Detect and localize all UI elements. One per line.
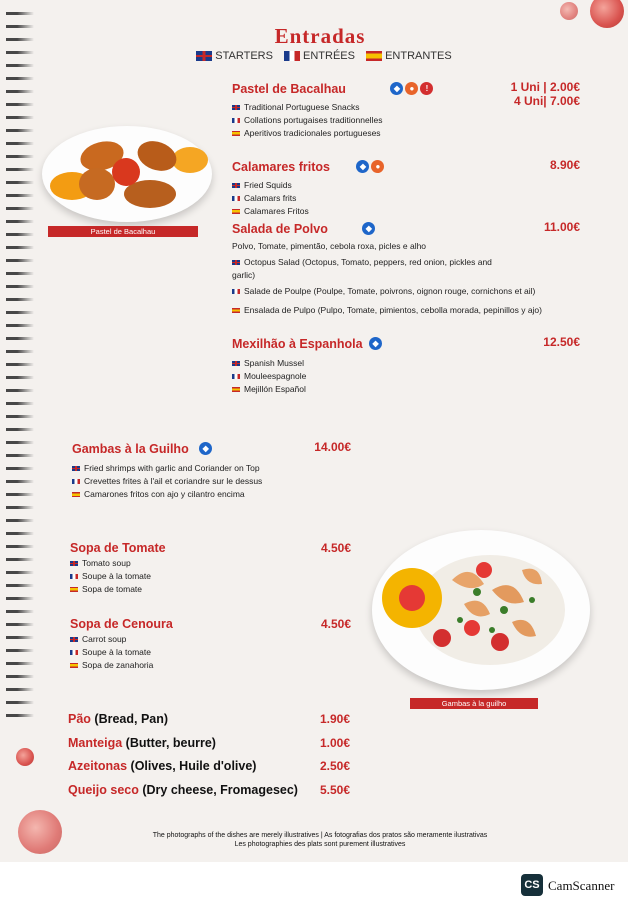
dish-name: Pastel de Bacalhau	[232, 82, 346, 97]
extra-translation: (Bread, Pan)	[94, 712, 169, 726]
extra-name: Queijo seco	[68, 782, 139, 797]
dish-price: 14.00€	[314, 440, 351, 454]
rose-decoration-top-small	[560, 2, 578, 20]
dish-name: Calamares fritos	[232, 160, 330, 175]
allergen-badges	[390, 80, 435, 98]
photo-disclaimer	[0, 831, 628, 849]
allergen-badges	[199, 440, 214, 458]
translation-fr: Mouleespagnole	[232, 370, 592, 383]
extra-name: Manteiga	[68, 735, 123, 750]
dish-description: Polvo, Tomate, pimentão, cebola roxa, picles e alho	[232, 241, 427, 252]
egg-allergen-icon: ●	[371, 160, 384, 173]
rose-decoration-bottom	[16, 748, 34, 766]
translation-fr: Collations portugaises traditionnelles	[232, 114, 592, 127]
crustacean-allergen-icon: ◆	[199, 442, 212, 455]
lang-label-en: STARTERS	[215, 50, 273, 62]
mollusc-allergen-icon: ◆	[362, 222, 375, 235]
gambas-caption: Gambas à la guilho	[410, 698, 538, 709]
dish-price: 12.50€	[543, 335, 580, 349]
translation-en: Tomato soup	[70, 557, 357, 570]
extra-price: 1.90€	[319, 712, 350, 726]
egg-allergen-icon: ●	[405, 82, 418, 95]
extra-translation: (Dry cheese, Fromagesec)	[142, 782, 298, 797]
translation-en: Fried Squids	[232, 179, 592, 192]
translation-es: Sopa de zanahoria	[70, 659, 357, 672]
translation-en: Fried shrimps with garlic and Coriander on Top	[72, 462, 357, 475]
dish-mexilhao-a-espanhola	[232, 335, 592, 396]
disclaimer-line-2: Les photographies des plats sont purement illustratives	[234, 841, 406, 848]
dish-name: Sopa de Tomate	[70, 541, 166, 555]
fish-allergen-icon: ◆	[390, 82, 403, 95]
extra-price: 1.00€	[319, 735, 350, 750]
fr-flag-icon	[284, 51, 300, 61]
dish-salada-de-polvo	[232, 220, 592, 317]
dish-gambas-a-la-guilho	[72, 440, 357, 501]
gambas-photo	[372, 530, 590, 690]
gambas-illustration	[372, 530, 590, 690]
translation-fr: Soupe à la tomate	[70, 570, 357, 583]
bacalhau-photo	[42, 126, 212, 222]
translation-fr: Salade de Poulpe (Poulpe, Tomate, poivrons, oignon rouge, cornichons et ail)	[232, 285, 592, 298]
extra-name: Azeitonas	[68, 759, 128, 773]
translation-es: Camarones fritos con ajo y cilantro encima	[72, 488, 357, 501]
lang-label-fr: ENTRÉES	[303, 50, 355, 62]
extra-item	[68, 783, 358, 807]
extra-translation: (Olives, Huile d'olive)	[130, 759, 257, 773]
bacalhau-illustration	[42, 126, 212, 222]
dish-name: Gambas à la Guilho	[72, 442, 189, 457]
dish-calamares-fritos	[232, 158, 592, 218]
translation-es: Mejillón Español	[232, 383, 592, 396]
price-four: 4 Uni| 7.00€	[513, 94, 580, 108]
extra-item	[68, 712, 358, 736]
translation-es: Calamares Fritos	[232, 205, 592, 218]
extra-price: 2.50€	[319, 759, 350, 773]
dish-price: 8.90€	[549, 158, 580, 172]
extra-name: Pão	[68, 712, 91, 726]
dish-name: Salada de Polvo	[232, 222, 328, 237]
dish-name: Mexilhão à Espanhola	[232, 337, 363, 352]
translation-en: Spanish Mussel	[232, 357, 592, 370]
extras-list	[68, 712, 358, 806]
translation-es: Sopa de tomate	[70, 583, 357, 596]
disclaimer-line-1: The photographs of the dishes are merely illustratives | As fotografias dos pratos são meramente ilustrativas	[152, 832, 488, 839]
translation-es: Ensalada de Pulpo (Pulpo, Tomate, pimientos, cebolla morada, pepinillos y ajo)	[232, 304, 552, 317]
language-legend	[0, 50, 628, 62]
camscanner-label: CamScanner	[548, 878, 615, 893]
allergen-badges	[369, 335, 384, 353]
translation-fr: Crevettes frites à l'ail et coriandre sur le dessus	[72, 475, 357, 488]
mollusc-allergen-icon: ◆	[356, 160, 369, 173]
translation-en: Octopus Salad (Octopus, Tomato, peppers, red onion, pickles and garlic)	[232, 257, 492, 281]
extra-translation: (Butter, beurre)	[125, 735, 216, 750]
dish-price: 4.50€	[320, 617, 351, 631]
es-flag-icon	[366, 51, 382, 61]
page-title: Entradas	[274, 24, 366, 48]
allergen-badges	[356, 158, 386, 176]
uk-flag-icon	[196, 51, 212, 61]
bacalhau-caption: Pastel de Bacalhau	[48, 226, 198, 237]
translation-en: Carrot soup	[70, 633, 357, 646]
dish-price: 4.50€	[320, 541, 351, 555]
dish-sopa-de-cenoura	[70, 617, 357, 672]
spiral-binding	[6, 6, 34, 726]
gluten-allergen-icon: !	[420, 82, 433, 95]
dish-pastel-de-bacalhau	[232, 80, 592, 140]
translation-es: Aperitivos tradicionales portugueses	[232, 127, 592, 140]
extra-price: 5.50€	[319, 782, 350, 797]
mollusc-allergen-icon: ◆	[369, 337, 382, 350]
extra-item	[68, 759, 358, 783]
dish-price: 11.00€	[543, 220, 580, 234]
dish-sopa-de-tomate	[70, 541, 357, 596]
lang-label-es: ENTRANTES	[385, 50, 452, 62]
dish-name: Sopa de Cenoura	[70, 617, 173, 631]
allergen-badges	[362, 220, 377, 238]
extra-item	[68, 736, 358, 760]
translation-en: Traditional Portuguese Snacks	[232, 101, 592, 114]
price-single: 1 Uni | 2.00€	[510, 80, 580, 94]
translation-fr: Soupe à la tomate	[70, 646, 357, 659]
camscanner-logo-icon: CS	[521, 874, 543, 896]
translation-fr: Calamars frits	[232, 192, 592, 205]
